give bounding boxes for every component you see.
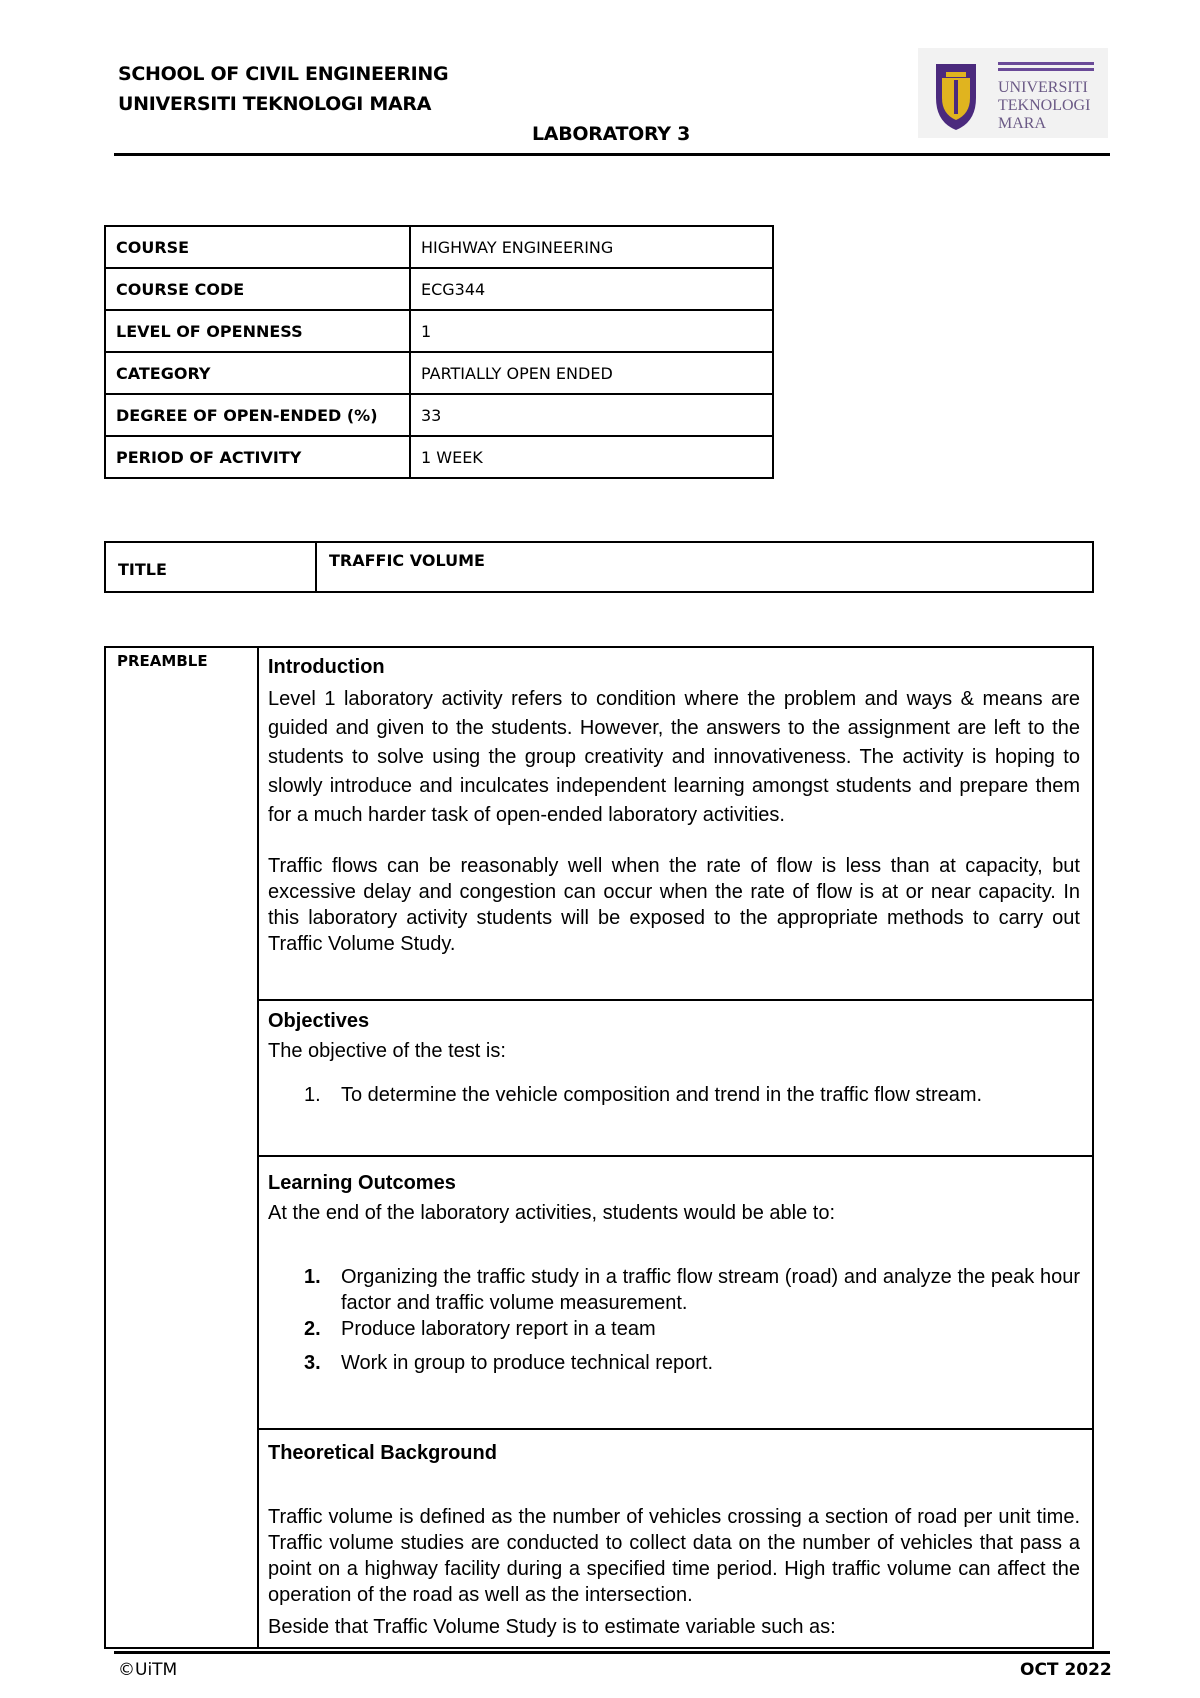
introduction-heading: Introduction	[268, 656, 385, 678]
title-table	[104, 541, 1094, 593]
info-value: 1 WEEK	[410, 436, 773, 478]
info-key: COURSE CODE	[105, 268, 410, 310]
footer-copyright: ©UiTM	[118, 1660, 178, 1680]
theory-paragraph: Beside that Traffic Volume Study is to estimate variable such as:	[268, 1616, 836, 1638]
table-row	[105, 226, 773, 268]
learning-outcomes-lead: At the end of the laboratory activities, students would be able to:	[268, 1202, 836, 1224]
section-divider	[257, 1428, 1094, 1430]
section-divider	[257, 1155, 1094, 1157]
introduction-paragraph: Level 1 laboratory activity refers to condition where the problem and ways & means are guided and given to the students. However, the answers to the assignment are left to the students to solve using the group creativity and innovativeness. The activity is hoping to slowly introduce and inculcates independent learning amongst students and prepare them for a much harder task of open-ended laboratory activities.	[268, 688, 1080, 826]
list-item	[268, 1264, 1080, 1316]
list-item	[268, 1350, 1080, 1376]
list-text: Work in group to produce technical report.	[341, 1352, 714, 1374]
course-info-table	[104, 225, 774, 479]
table-row	[105, 310, 773, 352]
info-value: PARTIALLY OPEN ENDED	[410, 352, 773, 394]
theory-section	[268, 1442, 1080, 1640]
list-number: 1.	[304, 1266, 321, 1288]
lab-title: LABORATORY 3	[532, 123, 691, 145]
table-row	[105, 542, 1093, 592]
uitm-crest-icon	[918, 48, 1108, 138]
introduction-section	[268, 656, 1080, 957]
logo-text-1: UNIVERSITI	[998, 79, 1088, 96]
list-text: To determine the vehicle composition and trend in the traffic flow stream.	[341, 1084, 983, 1106]
header-rule	[114, 153, 1110, 156]
table-row	[105, 352, 773, 394]
objectives-section	[268, 1010, 1080, 1108]
title-key: TITLE	[105, 542, 316, 592]
list-number: 1.	[304, 1084, 321, 1106]
list-number: 2.	[304, 1318, 321, 1340]
title-value: TRAFFIC VOLUME	[316, 542, 1093, 592]
list-item	[268, 1082, 1080, 1108]
table-row	[105, 268, 773, 310]
info-value: ECG344	[410, 268, 773, 310]
theory-heading: Theoretical Background	[268, 1442, 497, 1464]
objectives-heading: Objectives	[268, 1010, 370, 1032]
table-row	[105, 436, 773, 478]
learning-outcomes-heading: Learning Outcomes	[268, 1172, 456, 1194]
objectives-lead: The objective of the test is:	[268, 1040, 506, 1062]
theory-paragraph: Traffic volume is defined as the number of vehicles crossing a section of road per unit time. Traffic volume studies are conducted to collect data on the number of vehicles that pass a point on a highway facility during a specified time period. High traffic volume can affect the operation of the road as well as the intersection.	[268, 1506, 1080, 1606]
footer-rule	[114, 1651, 1110, 1654]
info-key: LEVEL OF OPENNESS	[105, 310, 410, 352]
info-key: PERIOD OF ACTIVITY	[105, 436, 410, 478]
list-text: Produce laboratory report in a team	[341, 1318, 656, 1340]
university-name: UNIVERSITI TEKNOLOGI MARA	[118, 93, 432, 115]
info-value: 33	[410, 394, 773, 436]
footer-date: OCT 2022	[1020, 1660, 1112, 1680]
logo-text-3: MARA	[998, 115, 1047, 132]
introduction-paragraph: Traffic flows can be reasonably well when the rate of flow is less than at capacity, but excessive delay and congestion can occur when the rate of flow is at or near capacity. In this laboratory activity students will be exposed to the appropriate methods to carry out Traffic Volume Study.	[268, 855, 1080, 955]
preamble-label: PREAMBLE	[117, 652, 208, 670]
logo-text-2: TEKNOLOGI	[998, 97, 1091, 114]
info-value: 1	[410, 310, 773, 352]
list-text: Organizing the traffic study in a traffic flow stream (road) and analyze the peak hour factor and traffic volume measurement.	[341, 1266, 1080, 1314]
info-key: COURSE	[105, 226, 410, 268]
info-key: CATEGORY	[105, 352, 410, 394]
table-row	[105, 394, 773, 436]
list-item	[268, 1316, 1080, 1342]
preamble-divider	[257, 646, 259, 1649]
info-key: DEGREE OF OPEN-ENDED (%)	[105, 394, 410, 436]
school-name: SCHOOL OF CIVIL ENGINEERING	[118, 63, 449, 85]
list-number: 3.	[304, 1352, 321, 1374]
uitm-logo	[918, 48, 1108, 138]
section-divider	[257, 999, 1094, 1001]
info-value: HIGHWAY ENGINEERING	[410, 226, 773, 268]
learning-outcomes-section	[268, 1172, 1080, 1376]
